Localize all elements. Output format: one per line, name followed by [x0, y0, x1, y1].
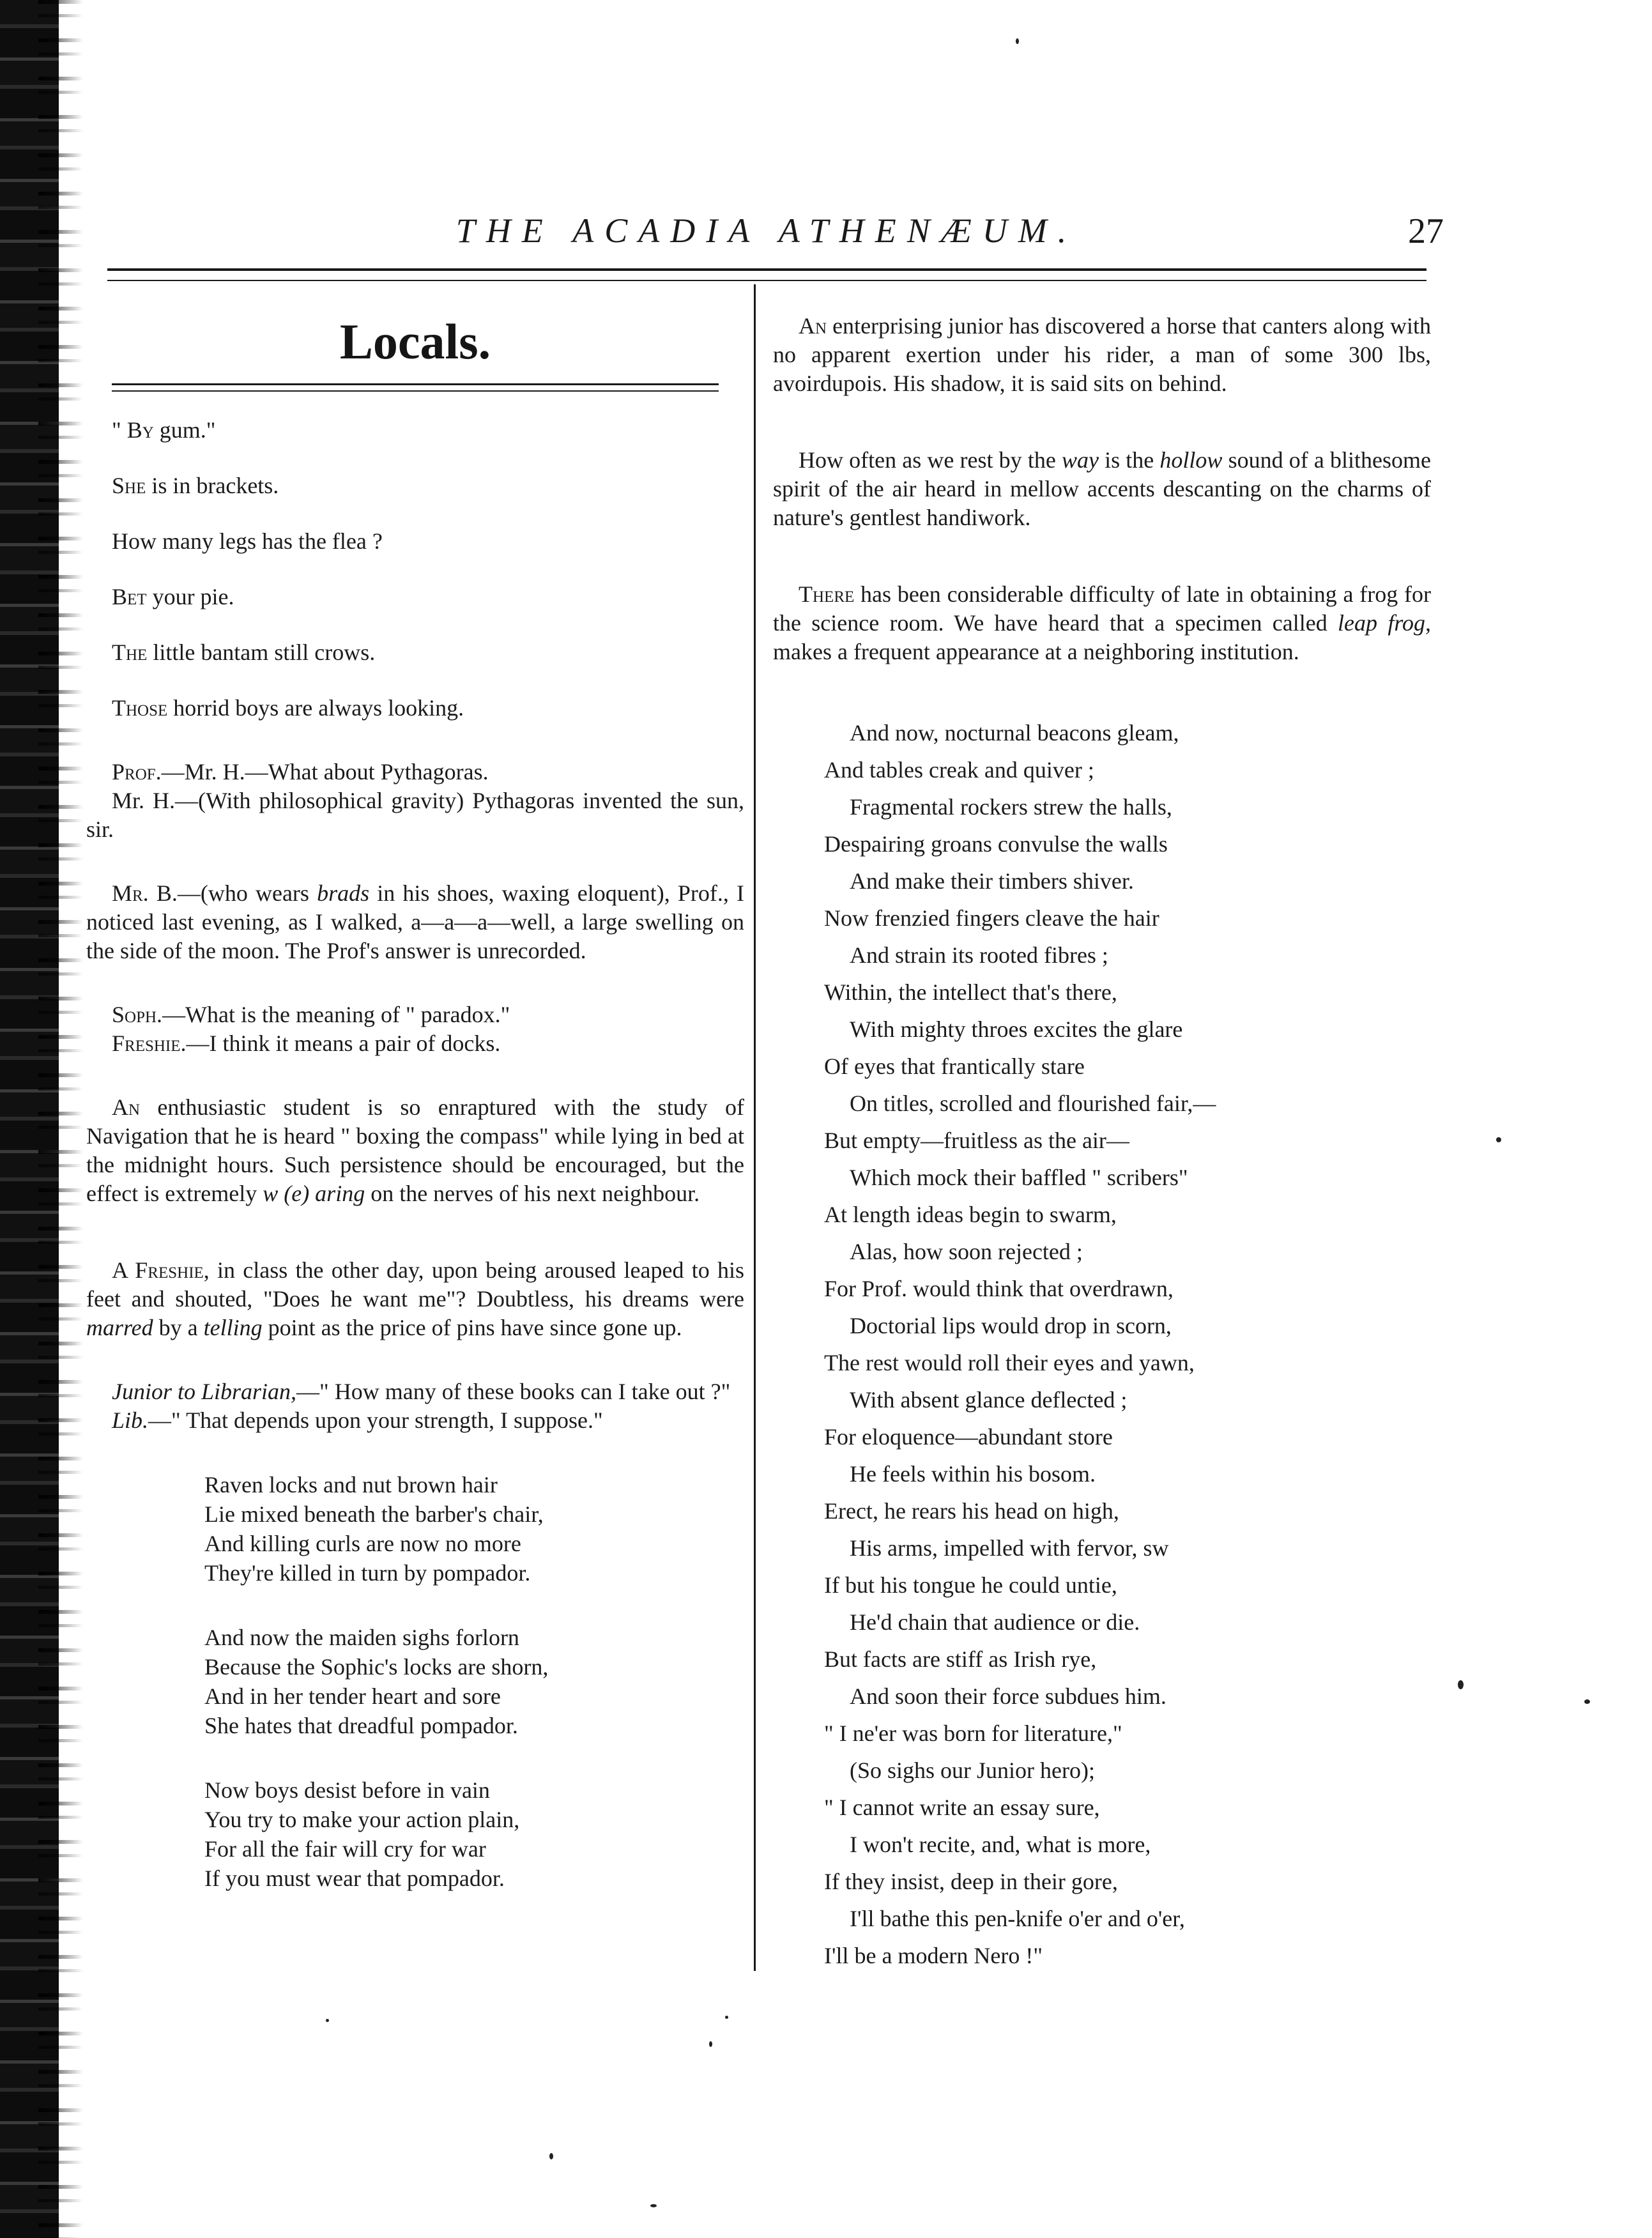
verse-line: Within, the intellect that's there,: [824, 979, 1117, 1005]
running-title: THE ACADIA ATHENÆUM.: [455, 211, 1078, 250]
pompador-stanza-3: [204, 1775, 744, 1893]
verse-line: Despairing groans convulse the walls: [824, 831, 1168, 857]
verse-line: And now the maiden sighs forlorn: [204, 1625, 519, 1650]
scan-speck: [1016, 38, 1019, 44]
verse-line: For eloquence—abundant store: [824, 1424, 1113, 1450]
verse-line: I'll be a modern Nero !": [824, 1943, 1043, 1968]
frog-paragraph: There has been considerable difficulty of late in obtaining a frog for the science room. We have heard that a specimen called leap frog, makes a frequent appearance at a neighboring institution.: [773, 581, 1431, 664]
paradox-line-2: Freshie.—I think it means a pair of docks.: [112, 1031, 501, 1056]
verse-line: He feels within his bosom.: [850, 1461, 1096, 1487]
verse-line: He'd chain that audience or die.: [850, 1609, 1140, 1635]
local-item: How many legs has the flea ?: [112, 528, 383, 554]
local-item: She is in brackets.: [112, 473, 279, 498]
verse-line: Erect, he rears his head on high,: [824, 1498, 1119, 1524]
section-rule: [112, 383, 719, 385]
librarian-line-1: Junior to Librarian,—" How many of these books can I take out ?": [112, 1379, 731, 1404]
verse-line: And tables creak and quiver ;: [824, 757, 1094, 783]
verse-line: And make their timbers shiver.: [850, 868, 1134, 894]
section-heading: Locals.: [339, 314, 491, 369]
local-item: Those horrid boys are always looking.: [112, 695, 464, 721]
verse-line: And killing curls are now no more: [204, 1531, 521, 1556]
verse-line: With mighty throes excites the glare: [850, 1016, 1183, 1042]
hollow-paragraph: How often as we rest by the way is the hollow sound of a blithesome spirit of the air heard in mellow accents descanting on the charms of nature's gentlest handiwork.: [773, 447, 1432, 530]
scan-speck: [1458, 1680, 1464, 1689]
scan-speck: [1584, 1699, 1590, 1704]
scan-binding-fringe: [38, 0, 83, 2238]
verse-line: His arms, impelled with fervor, sw: [850, 1535, 1169, 1561]
verse-line: Fragmental rockers strew the halls,: [850, 794, 1172, 820]
horse-paragraph: An enterprising junior has discovered a horse that canters along with no apparent exertion under his rider, a man of some 300 lbs, avoirdupois. His shadow, it is said sits on behind.: [773, 313, 1431, 396]
pythagoras-line-1: Prof.—Mr. H.—What about Pythagoras.: [112, 759, 489, 785]
scan-speck: [326, 2019, 329, 2022]
verse-line: Which mock their baffled " scribers": [850, 1165, 1188, 1190]
verse-line: At length ideas begin to swarm,: [824, 1202, 1117, 1227]
verse-line: But facts are stiff as Irish rye,: [824, 1646, 1097, 1672]
verse-line: " I ne'er was born for literature,": [824, 1721, 1122, 1746]
verse-line: She hates that dreadful pompador.: [204, 1713, 518, 1738]
column-divider: [754, 284, 756, 1971]
scan-speck: [650, 2204, 657, 2207]
navigation-paragraph: An enthusiastic student is so enraptured with the study of Navigation that he is heard " boxing the compass" while lying in bed at the midnight hours. Such persistence should be encouraged, but the effect is extremely w (e) aring on the nerves of his next neighbour.: [86, 1094, 744, 1206]
librarian-line-2: Lib.—" That depends upon your strength, I suppose.": [112, 1407, 603, 1433]
verse-line: " I cannot write an essay sure,: [824, 1795, 1100, 1820]
verse-line: And soon their force subdues him.: [850, 1683, 1166, 1709]
verse-line: And now, nocturnal beacons gleam,: [850, 720, 1179, 746]
verse-line: Alas, how soon rejected ;: [850, 1239, 1083, 1264]
verse-line: For Prof. would think that overdrawn,: [824, 1276, 1174, 1301]
verse-line: Doctorial lips would drop in scorn,: [850, 1313, 1172, 1338]
verse-line: With absent glance deflected ;: [850, 1387, 1128, 1413]
local-item: " By gum.": [112, 417, 216, 443]
verse-line: I won't recite, and, what is more,: [850, 1832, 1151, 1857]
verse-line: (So sighs our Junior hero);: [850, 1758, 1095, 1783]
verse-line: And in her tender heart and sore: [204, 1683, 501, 1709]
section-rule-thin: [112, 390, 719, 392]
verse-line: If but his tongue he could untie,: [824, 1572, 1117, 1598]
header-rule-thick: [107, 268, 1426, 271]
verse-line: For all the fair will cry for war: [204, 1836, 486, 1862]
verse-line: Because the Sophic's locks are shorn,: [204, 1654, 549, 1680]
local-item: Bet your pie.: [112, 584, 234, 609]
local-item: The little bantam still crows.: [112, 640, 376, 665]
header-rule-thin: [107, 280, 1426, 281]
right-column: [773, 300, 1431, 1974]
scan-speck: [549, 2153, 553, 2159]
pompador-stanza-2: [204, 1623, 744, 1740]
freshie-paragraph: A Freshie, in class the other day, upon being aroused leaped to his feet and shouted, "Does he want me"? Doubtless, his dreams were marred by a telling point as the price of pins have since gone up.: [86, 1257, 744, 1340]
verse-line: On titles, scrolled and flourished fair,—: [850, 1091, 1216, 1116]
scan-speck: [725, 2016, 728, 2019]
verse-line: You try to make your action plain,: [204, 1807, 520, 1832]
verse-line: I'll bathe this pen-knife o'er and o'er,: [850, 1906, 1185, 1931]
verse-line: Now frenzied fingers cleave the hair: [824, 905, 1159, 931]
paradox-line-1: Soph.—What is the meaning of " paradox.": [112, 1002, 510, 1027]
scribers-poem: [824, 714, 1431, 1974]
verse-line: Raven locks and nut brown hair: [204, 1472, 498, 1498]
brads-paragraph: Mr. B.—(who wears brads in his shoes, waxing eloquent), Prof., I noticed last evening, as I walked, a—a—a—well, a large swelling on the side of the moon. The Prof's answer is unrecorded.: [86, 880, 744, 963]
pompador-stanza-1: [204, 1470, 744, 1588]
scan-speck: [709, 2041, 712, 2047]
verse-line: Lie mixed beneath the barber's chair,: [204, 1501, 544, 1527]
verse-line: Now boys desist before in vain: [204, 1777, 490, 1803]
page-number: 27: [1408, 211, 1444, 251]
verse-line: And strain its rooted fibres ;: [850, 942, 1108, 968]
verse-line: Of eyes that frantically stare: [824, 1054, 1085, 1079]
verse-line: If they insist, deep in their gore,: [824, 1869, 1118, 1894]
pythagoras-line-2: Mr. H.—(With philosophical gravity) Pythagoras invented the sun, sir.: [86, 788, 744, 842]
verse-line: The rest would roll their eyes and yawn,: [824, 1350, 1195, 1376]
left-column: [86, 300, 744, 1893]
verse-line: They're killed in turn by pompador.: [204, 1560, 531, 1586]
verse-line: But empty—fruitless as the air—: [824, 1128, 1129, 1153]
scan-speck: [1496, 1137, 1501, 1142]
verse-line: If you must wear that pompador.: [204, 1866, 505, 1891]
